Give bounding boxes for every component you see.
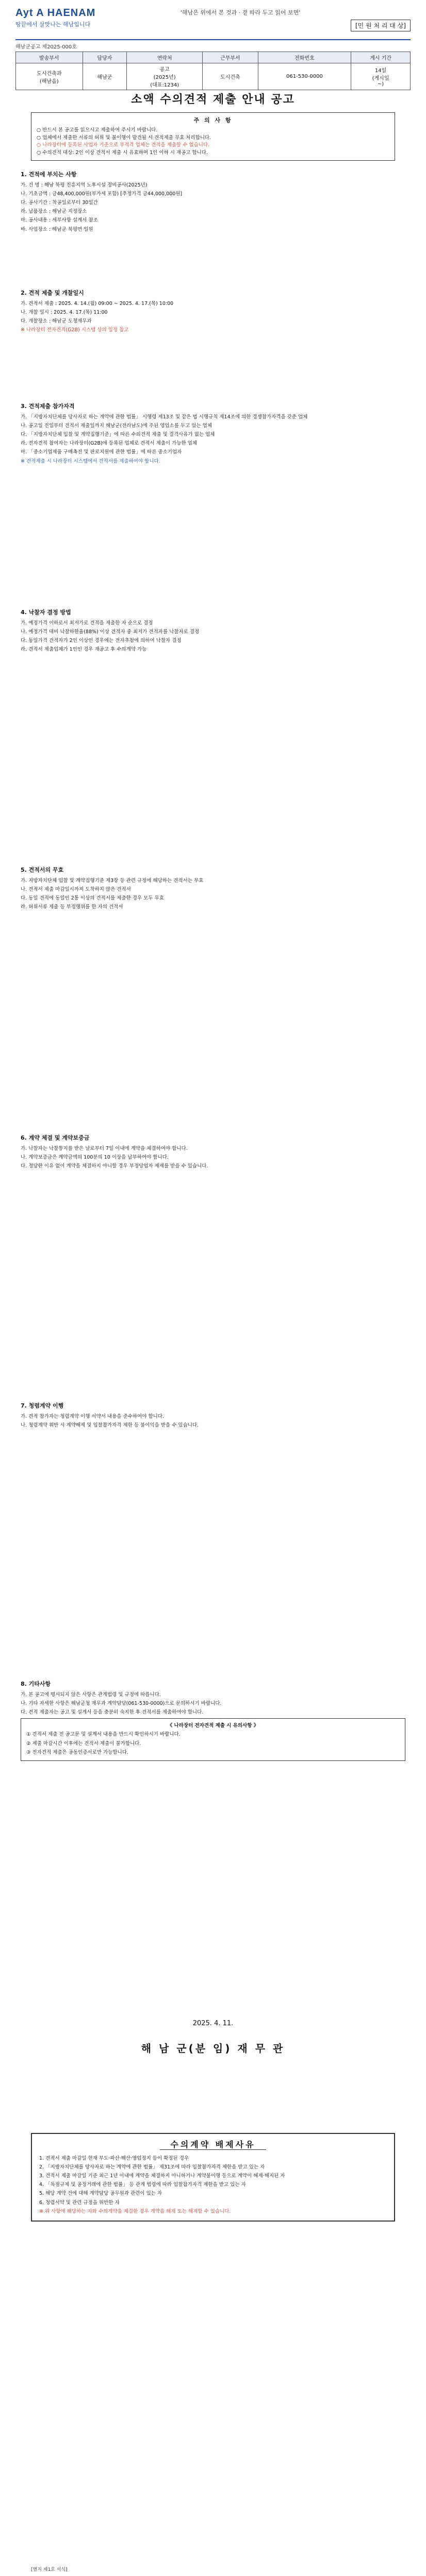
section-heading: 4. 낙찰자 결정 방법 bbox=[21, 609, 71, 616]
section-line: 바. 사업장소 : 해남군 북평면 일원 bbox=[21, 226, 93, 232]
section-heading: 2. 견적 제출 및 개찰일시 bbox=[21, 290, 84, 296]
exclusion-title: 수의계약 배제사유 bbox=[160, 2140, 266, 2150]
notice-line: ○ 수의견적 대상: 2인 이상 견적서 제출 시 유효하며 1인 이하 시 재공고 합니다. bbox=[37, 150, 208, 156]
document-number: 해남군공고 제2025-000호 bbox=[15, 44, 77, 50]
haenam-logo bbox=[15, 7, 95, 28]
section-line: 가. 예정가격 이하로서 최저가로 견적을 제출한 자 순으로 결정 bbox=[21, 620, 153, 626]
section-heading: 7. 청렴계약 이행 bbox=[21, 1402, 64, 1409]
section-7 bbox=[21, 1401, 405, 1430]
exclusion-line: 6. 청렴서약 및 관련 규정을 위반한 자 bbox=[39, 2199, 120, 2206]
section-line: 마. 공사내용 : 세부사항 설계서 참조 bbox=[21, 217, 98, 224]
meta-cell: 공고 (2025년) (대표:1234) bbox=[127, 63, 203, 90]
publication-date: 2025. 4. 11. bbox=[192, 2020, 234, 2027]
section-line: 라. 견적서 제출업체가 1인인 경우 재공고 후 수의계약 가능 bbox=[21, 647, 147, 653]
section-line: 다. 동일가격 견적자가 2인 이상인 경우에는 전자추첨에 의하여 낙찰자 결정 bbox=[21, 637, 182, 643]
section-heading: 3. 견적제출 참가자격 bbox=[21, 403, 75, 410]
inner-box-line: ③ 전자견적 제출은 공동인증서로만 가능합니다. bbox=[26, 1749, 128, 1755]
section-line: 나. 기초금액 : 금48,400,000원(부가세 포함) [추정가격 금44,000,000원] bbox=[21, 191, 183, 197]
section-line: 라. 허위서류 제출 등 부정행위를 한 자의 견적서 bbox=[21, 904, 123, 910]
meta-header: 전화번호 bbox=[258, 52, 351, 63]
section-2 bbox=[21, 289, 405, 335]
notice-line: ○ 업체에서 제출한 서류의 허위 및 불이행이 발견될 시 견적제출 무효 처리합니다. bbox=[37, 134, 211, 141]
exclusion-note: ※ 위 사항에 해당하는 자와 수의계약을 체결한 경우 계약을 해제 또는 해지할 수 있습니다. bbox=[39, 2208, 231, 2214]
section-line: 가. 본 공고에 명시되지 않은 사항은 관계법령 및 규정에 따릅니다. bbox=[21, 1691, 161, 1698]
meta-header: 게시 기간 bbox=[351, 52, 411, 63]
exclusion-line: 4. 「독점규제 및 공정거래에 관한 법률」 등 관계 법령에 따라 입찰참가자격 제한을 받고 있는 자 bbox=[39, 2182, 246, 2188]
section-8 bbox=[21, 1680, 405, 1764]
section-line: 라. 납품장소 : 해남군 지정장소 bbox=[21, 209, 87, 215]
issuer-signature: 해 남 군(분 임) 재 무 관 bbox=[141, 2042, 285, 2055]
section-line: 다. 동일 견적에 동일인 2통 이상의 견적서를 제출한 경우 모두 무효 bbox=[21, 895, 164, 901]
section-line: 다. 「지방자치단체 입찰 및 계약집행기준」에 따른 수의견적 제출 및 결격사유가 없는 업체 bbox=[21, 431, 215, 437]
section-heading: 6. 계약 체결 및 계약보증금 bbox=[21, 1134, 90, 1141]
meta-header: 연락처 bbox=[127, 52, 203, 63]
section-line: 나. 청렴계약 위반 시 계약해제 및 입찰참가자격 제한 등 불이익을 받을 수 있습니다. bbox=[21, 1422, 199, 1428]
section-heading: 1. 견적에 부치는 사항 bbox=[21, 171, 77, 178]
section-line: 다. 정당한 이유 없이 계약을 체결하지 아니할 경우 부정당업자 제재를 받을 수 있습니다. bbox=[21, 1163, 208, 1169]
slogan: '해남은 위에서 본 것과 · 곁 따라 두고 읽어 보면' bbox=[181, 9, 301, 16]
meta-header: 담당자 bbox=[83, 52, 127, 63]
notice-line: ○ 반드시 본 공고를 읽으시고 제출하여 주시기 바랍니다. bbox=[37, 127, 158, 133]
section-line: 가. 견적 참가자는 청렴계약 이행 서약서 내용을 준수하여야 합니다. bbox=[21, 1413, 164, 1419]
section-line: 나. 계약보증금은 계약금액의 100분의 10 이상을 납부하여야 합니다. bbox=[21, 1154, 169, 1160]
notice-box bbox=[31, 112, 395, 161]
notice-heading: 주 의 사 항 bbox=[193, 117, 233, 124]
logo-subtitle: 땅끝에서 살맛나는 해남입니다 bbox=[15, 21, 91, 28]
section-line: 가. 낙찰자는 낙찰통지를 받은 날로부터 7일 이내에 계약을 체결하여야 합니다. bbox=[21, 1145, 188, 1151]
section-line: 나. 예정가격 대비 낙찰하한율(88%) 이상 견적자 중 최저가 견적자를 낙찰자로 결정 bbox=[21, 629, 200, 635]
exclusion-line: 1. 견적서 제출 마감일 현재 부도·파산·해산·영업정지 등이 확정된 경우 bbox=[39, 2155, 189, 2161]
section-6 bbox=[21, 1133, 405, 1171]
section-1 bbox=[21, 170, 405, 234]
exclusion-reasons-box bbox=[31, 2133, 395, 2222]
section-line: 가. 견적서 제출 : 2025. 4. 14.(월) 09:00 ~ 2025. 4. 17.(목) 10:00 bbox=[21, 300, 174, 307]
inner-box-line: ② 제출 마감시간 이후에는 견적서 제출이 불가합니다. bbox=[26, 1740, 141, 1747]
section-line: 가. 건 명 : 해남 북평 진흥지역 노후시설 정비공사(2025년) bbox=[21, 182, 148, 188]
logo-prefix: Ayt A bbox=[15, 7, 44, 19]
exclusion-line: 3. 견적서 제출 마감일 기준 최근 1년 이내에 계약을 체결하지 아니하거나 계약불이행 등으로 계약이 해제·해지된 자 bbox=[39, 2173, 285, 2179]
section-line: 가. 지방자치단체 입찰 및 계약집행기준 제3장 등 관련 규정에 해당하는 견적서는 무효 bbox=[21, 877, 204, 884]
section-note: ※ 나라장터 전자견적(G2B) 시스템 상의 일정 참고 bbox=[21, 327, 129, 333]
section-note: ※ 견적제출 시 나라장터 시스템에서 견적서를 제출하여야 합니다. bbox=[21, 458, 160, 464]
section-line: 다. 공사기간 : 착공일로부터 30일간 bbox=[21, 199, 98, 206]
header-bar bbox=[15, 5, 411, 37]
exclusion-line: 2. 「지방자치단체를 당사자로 하는 계약에 관한 법률」 제31조에 따라 입찰참가자격 제한을 받고 있는 자 bbox=[39, 2164, 265, 2170]
meta-cell: 해남군 bbox=[83, 63, 127, 90]
section-line: 라. 전자견적 참여자는 나라장터(G2B)에 등록된 업체로 견적서 제출이 가능한 업체 bbox=[21, 440, 198, 447]
section-heading: 8. 기타사항 bbox=[21, 1681, 51, 1687]
meta-header: 근무부서 bbox=[203, 52, 258, 63]
section-line: 나. 견적서 제출 마감일시까지 도착하지 않은 견적서 bbox=[21, 886, 131, 892]
meta-cell: 도시건축과 (해남읍) bbox=[16, 63, 83, 90]
section-line: 마. 「중소기업제품 구매촉진 및 판로지원에 관한 법률」에 따른 중소기업자 bbox=[21, 449, 182, 455]
section-4 bbox=[21, 608, 405, 654]
logo-accent: HAENAM bbox=[47, 7, 96, 19]
section-line: 다. 개찰장소 : 해남군 도청재무과 bbox=[21, 318, 92, 324]
document-title: 소액 수의견적 제출 안내 공고 bbox=[131, 93, 295, 106]
meta-cell: 14일 (게시일 ~) bbox=[351, 63, 411, 90]
section-5 bbox=[21, 866, 405, 912]
form-label: [별지 제1호 서식] bbox=[31, 2567, 68, 2572]
meta-table bbox=[15, 52, 411, 90]
section-line: 나. 기타 자세한 사항은 해남군청 재무과 계약담당(061-530-0000)으로 문의하시기 바랍니다. bbox=[21, 1700, 222, 1706]
inner-box-title: 《 나라장터 전자견적 제출 시 유의사항 》 bbox=[167, 1723, 259, 1729]
category-tag: [민 원 처 리 대 상] bbox=[351, 20, 411, 31]
inner-box-line: ① 견적서 제출 전 공고문 및 설계서 내용을 반드시 확인하시기 바랍니다. bbox=[26, 1732, 181, 1738]
meta-cell: 061-530-0000 bbox=[258, 63, 351, 90]
header-rule bbox=[15, 39, 411, 40]
notice-line: ○ 나라장터에 등록된 사업자 기준으로 부적격 업체는 견적을 제출할 수 없습니다. bbox=[37, 142, 210, 148]
section-3 bbox=[21, 402, 405, 466]
section-heading: 5. 견적서의 무효 bbox=[21, 867, 64, 873]
section-line: 가. 「지방자치단체를 당사자로 하는 계약에 관한 법률」 시행령 제13조 및 같은 법 시행규칙 제14조에 의한 경쟁참가자격을 갖춘 업체 bbox=[21, 414, 308, 420]
exclusion-line: 5. 해당 계약 건에 대해 계약담당 공무원과 관련이 있는 자 bbox=[39, 2191, 162, 2197]
section-line: 나. 개찰 일시 : 2025. 4. 17.(목) 11:00 bbox=[21, 309, 108, 315]
meta-header: 발송부서 bbox=[16, 52, 83, 63]
section-line: 다. 견적 제출자는 공고 및 설계서 등을 충분히 숙지한 후 견적서를 제출하여야 합니다. bbox=[21, 1709, 204, 1715]
meta-cell: 도시건축 bbox=[203, 63, 258, 90]
section-line: 나. 공고일 전일부터 견적서 제출일까지 해남군(전라남도)에 주된 영업소를 두고 있는 업체 bbox=[21, 422, 212, 429]
confirmation-form bbox=[31, 2566, 395, 2576]
inner-notice-box bbox=[21, 1718, 405, 1761]
